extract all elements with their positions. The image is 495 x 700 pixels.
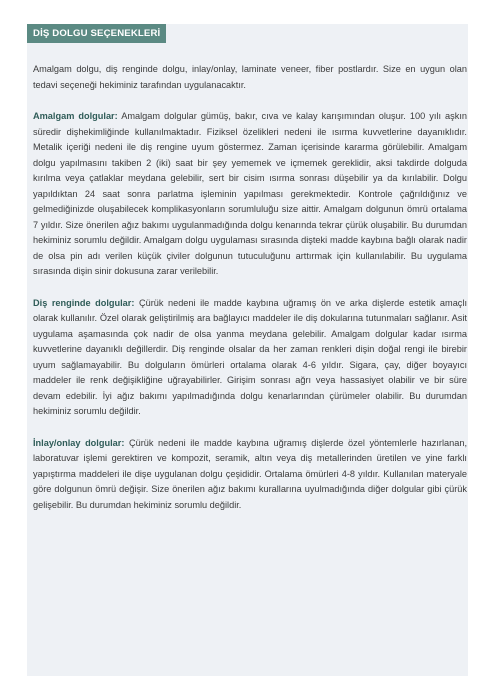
inlay-onlay-paragraph <box>33 436 467 514</box>
section-title: DİŞ DOLGU SEÇENEKLERİ <box>27 24 166 43</box>
inlay-onlay-heading: İnlay/onlay dolgular: <box>33 437 125 448</box>
tooth-colored-heading: Diş renginde dolgular: <box>33 297 135 308</box>
tooth-colored-text: Çürük nedeni ile madde kaybına uğramış ön ve arka dişlerde estetik amaçlı olarak kullanılır. Özel olarak geliştirilmiş ara bağlayıcı maddeler ile diş dokularına tutunmaları sağlanır. Asit uygulama aşamasında çok nadir de olsa yanma meydana gelebilir. Amalgam dolgular kadar ısırma kuvvetlerine dayanıklı değillerdir. Diş renginde olsalar da her zaman renkleri dişin doğal rengi ile birebir uyum sağlamayabilir. Bu dolguların ömürleri ortalama olarak 4-6 yıldır. Sigara, çay, diğer boyayıcı maddeler ile renk değişikliğine uğrayabilirler. Girişim sonrası ağrı veya hassasiyet olabilir ve bir süre devam edebilir. İyi ağız bakımı yapılmadığında dolgu kenarlarından çürümeler olabilir. Bu durumdan hekiminiz sorumlu değildir. <box>33 297 467 416</box>
tooth-colored-paragraph <box>33 296 467 420</box>
intro-paragraph: Amalgam dolgu, diş renginde dolgu, inlay/onlay, laminate veneer, fiber postlardır. Size en uygun olan tedavi seçeneği hekiminiz tarafından uygulanacaktır. <box>33 64 467 90</box>
document-body <box>33 62 467 529</box>
amalgam-text: Amalgam dolgular gümüş, bakır, cıva ve kalay karışımından oluşur. 100 yılı aşkın süredir dişhekimliğinde kullanılmaktadır. Fiziksel özelikleri nedeni ile ısırma kuvvetlerine dayanıklıdır. Metalik içeriği nedeni ile diş rengine uyum göstermez. Zaman içerisinde kararma görülebilir. Amalgam dolgu yapılmasını takiben 2 (iki) saat bir şey yememek ve içmemek gereklidir, aksi takdirde dolguda kırılma veya çatlaklar meydana gelebilir, sert bir cisim ısırma sonrası düşebilir ya da kırılabilir. Dolgu yapıldıktan 24 saat sonra parlatma işleminin yapılması gerekmektedir. Kontrole çağrıldığınız ve gelmediğinizde oluşabilecek komplikasyonların sorumluluğu size aittir. Amalgam dolgunun ömrü ortalama 7 yıldır. Size önerilen ağız bakımı uygulanmadığında dolgu kenarında tekrar çürük oluşabilir. Bu durumdan hekiminiz sorumlu değildir. Amalgam dolgu uygulaması sırasında dişteki madde kaybına bağlı olarak nadir de olsa pin adı verilen küçük çiviler dolgunun tutuculuğunu arttırmak için kullanılabilir. Bu uygulama sırasında dişin sinir dokusuna zarar verilebilir. <box>33 111 467 276</box>
amalgam-heading: Amalgam dolgular: <box>33 111 118 121</box>
amalgam-paragraph <box>33 109 467 280</box>
inlay-onlay-text: Çürük nedeni ile madde kaybına uğramış dişlerde özel yöntemlerle hazırlanan, laboratuvar işlemi gerektiren ve kompozit, seramik, altın veya diş metallerinden üretilen ve yine farklı yapıştırma maddeleri ile dişe uygulanan dolgu çeşididir. Ortalama ömürleri 4-8 yıldır. Kullanılan materyale göre dolgunun ömrü değişir. Size önerilen ağız bakımı kurallarına uyulmadığında diğer dolgular gibi çürük gelişebilir. Bu durumdan hekiminiz sorumlu değildir. <box>33 437 467 510</box>
